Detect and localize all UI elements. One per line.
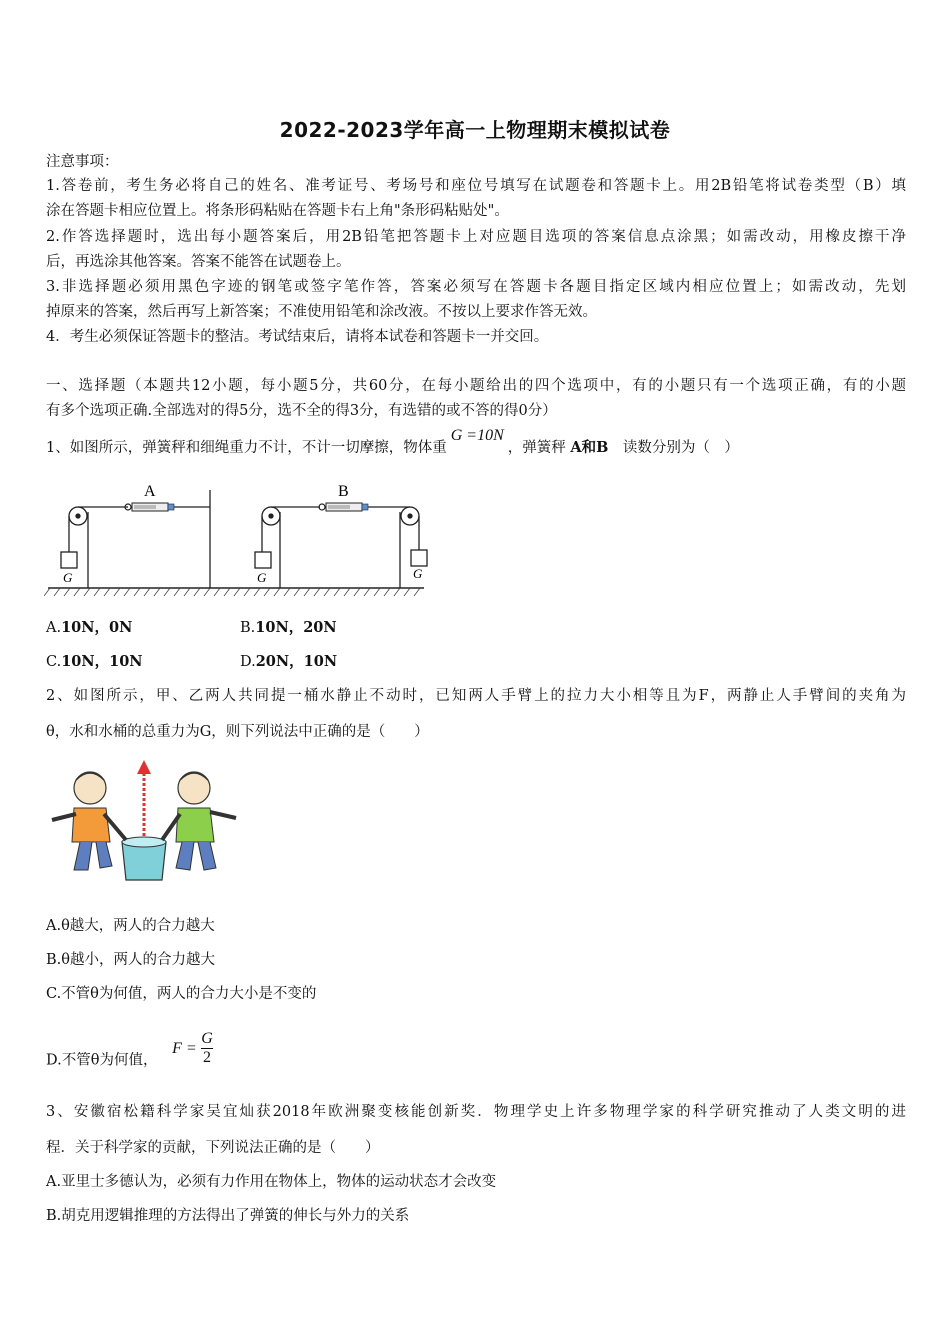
notice-line: 3.非选择题必须用黑色字迹的钢笔或签字笔作答，答案必须写在答题卡各题目指定区域内相应位置上；如需改动，先划 — [46, 279, 906, 295]
spring-scale-figure — [44, 478, 429, 600]
notice-heading: 注意事项： — [46, 154, 119, 170]
question-3-stem: 3、安徽宿松籍科学家吴宜灿获2018年欧洲聚变核能创新奖．物理学史上许多物理学家的科学研究推动了人类文明的进 — [46, 1104, 906, 1120]
notice-line: 后，再选涂其他答案。答案不能答在试题卷上。 — [46, 254, 351, 270]
weight-label: G — [413, 566, 423, 581]
label-b: B — [338, 483, 349, 500]
weight-label: G — [63, 570, 73, 585]
option-1c: C.10N，10N — [46, 653, 143, 670]
section-heading: 一、选择题（本题共12小题，每小题5分，共60分，在每小题给出的四个选项中，有的小题只有一个选项正确，有的小题 — [46, 378, 906, 394]
fraction-g-over-2: $\frac{G}{2}$ — [201, 1030, 213, 1066]
option-1d: D.20N，10N — [240, 653, 338, 670]
notice-line: 4．考生必须保证答题卡的整洁。考试结束后，请将本试卷和答题卡一并交回。 — [46, 329, 549, 345]
question-3-stem: 程．关于科学家的贡献，下列说法正确的是（ ） — [46, 1140, 380, 1156]
question-2-stem: 2、如图所示，甲、乙两人共同提一桶水静止不动时，已知两人手臂上的拉力大小相等且为F，两静止人手臂间的夹角为 — [46, 688, 906, 704]
option-2b: B.θ越小，两人的合力越大 — [46, 952, 215, 968]
spring-scale-b — [319, 503, 368, 511]
formula: G =10N — [450, 427, 504, 444]
notice-line: 2.作答选择题时，选出每小题答案后，用2B铅笔把答题卡上对应题目选项的答案信息点涂黑；如需改动，用橡皮擦干净 — [46, 229, 906, 245]
two-kids-bucket-illustration — [44, 758, 244, 888]
section-heading: 有多个选项正确.全部选对的得5分，选不全的得3分，有选错的或不答的得0分） — [46, 403, 557, 419]
option-2c: C.不管θ为何值，两人的合力大小是不变的 — [46, 986, 317, 1002]
notice-line: 涂在答题卡相应位置上。将条形码粘贴在答题卡右上角"条形码粘贴处"。 — [46, 203, 509, 219]
option-1b: B.10N，20N — [240, 619, 337, 636]
setup-b — [255, 507, 427, 588]
option-3b: B.胡克用逻辑推理的方法得出了弹簧的伸长与外力的关系 — [46, 1208, 410, 1224]
question-2-stem: θ，水和水桶的总重力为G，则下列说法中正确的是（ ） — [46, 724, 429, 740]
question-1-stem: 1、如图所示，弹簧秤和细绳重力不计，不计一切摩擦，物体重G =10N，弹簧秤 A和B 读数分别为（ ） — [46, 427, 739, 456]
formula: F = — [172, 1039, 197, 1057]
notice-line: 掉原来的答案，然后再写上新答案；不准使用铅笔和涂改液。不按以上要求作答无效。 — [46, 304, 597, 320]
page-title: 2022-2023学年高一上物理期末模拟试卷 — [279, 118, 671, 142]
option-2a: A.θ越大，两人的合力越大 — [46, 918, 215, 934]
weight-label: G — [257, 570, 267, 585]
spring-scale-a — [125, 503, 174, 511]
option-3a: A.亚里士多德认为，必须有力作用在物体上，物体的运动状态才会改变 — [46, 1174, 497, 1190]
option-1a: A.10N，0N — [46, 619, 133, 636]
option-2d: D.不管θ为何值， F = $\frac{G}{2}$ — [46, 1030, 213, 1069]
label-a: A — [144, 483, 156, 500]
notice-line: 1.答卷前，考生务必将自己的姓名、准考证号、考场号和座位号填写在试题卷和答题卡上。用2B铅笔将试卷类型（B）填 — [46, 178, 906, 194]
